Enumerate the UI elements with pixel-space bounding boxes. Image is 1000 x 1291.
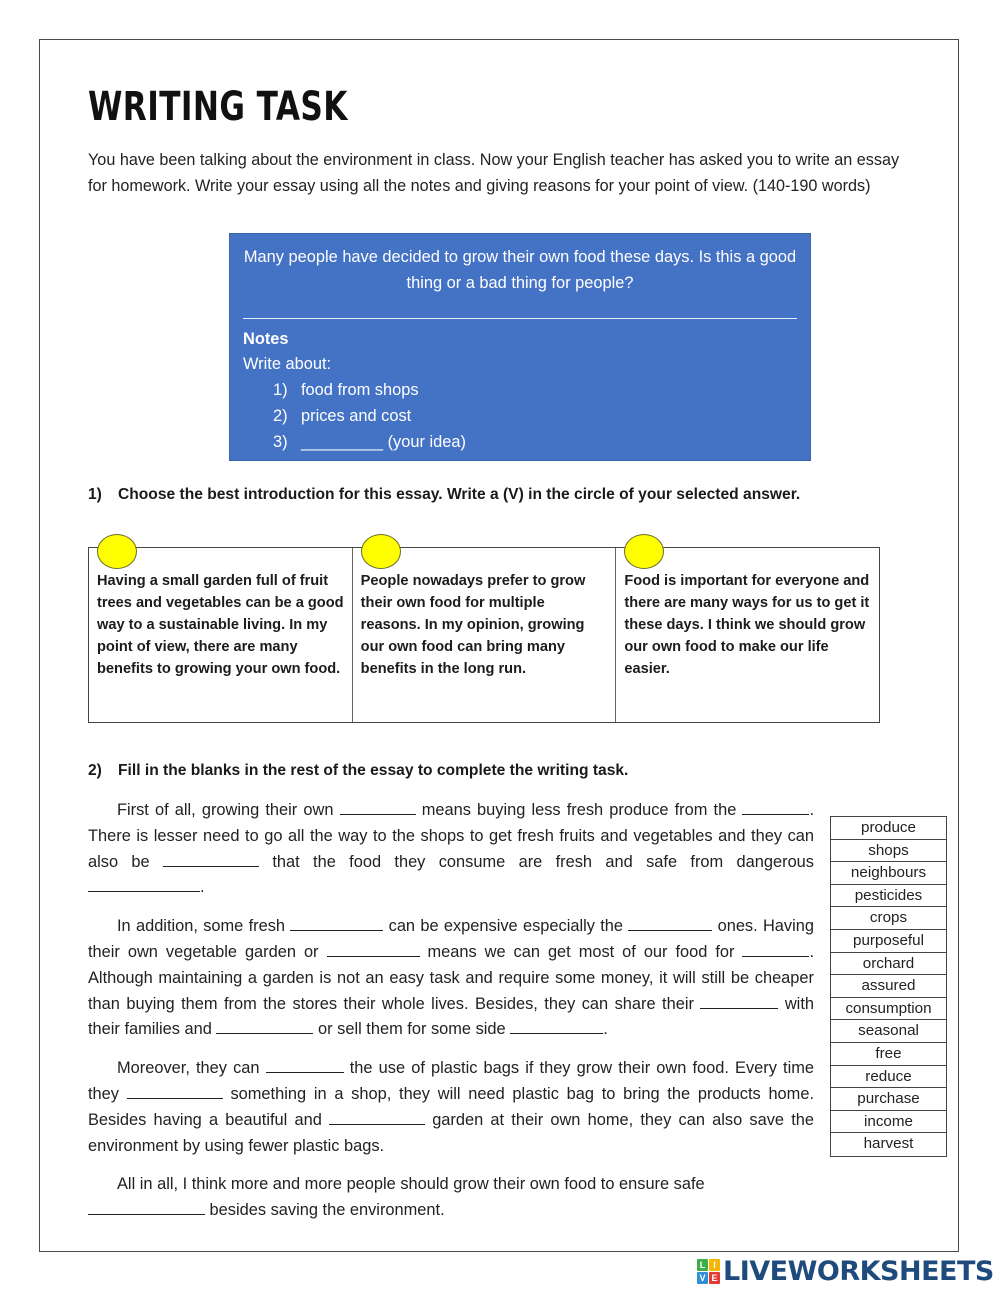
text-segment: Moreover, they can (117, 1059, 266, 1078)
divider (243, 318, 797, 319)
logo-wordmark: LIVEWORKSHEETS (723, 1255, 994, 1287)
text-segment: means buying less fresh produce from the (415, 801, 743, 819)
blank-14[interactable] (329, 1109, 425, 1125)
text-segment: . There is lesser need to go all the way to the shops to get fresh fruits and vegetables and they can also be (88, 801, 814, 871)
answer-circle-3[interactable] (624, 534, 664, 569)
text-segment: All in all, I think more and more people should grow their own food to ensure safe (117, 1175, 705, 1194)
text-segment: garden at their own home, they can also save the environment by using fewer plastic bags. (88, 1110, 814, 1155)
word-bank-item[interactable]: reduce (831, 1066, 946, 1089)
note-item (273, 377, 797, 403)
blank-15[interactable] (88, 1199, 205, 1215)
word-bank-item[interactable]: harvest (863, 1135, 914, 1153)
blank-11[interactable] (510, 1018, 603, 1034)
essay-prompt-box (229, 233, 811, 461)
notes-subtitle: Write about: (243, 355, 332, 373)
word-bank-item[interactable]: crops (831, 907, 946, 930)
blank-1[interactable] (340, 799, 416, 815)
note-text: _________ (your idea) (301, 433, 466, 451)
question-2-heading (88, 762, 628, 780)
word-bank-item[interactable]: neighbours (831, 862, 946, 885)
blank-4[interactable] (88, 876, 200, 892)
blank-10[interactable] (216, 1018, 313, 1034)
option-text: People nowadays prefer to grow their own food for multiple reasons. In my opinion, growing our own food can bring many benefits in the long run. (360, 573, 586, 677)
logo-block-e: E (709, 1272, 720, 1284)
liveworksheets-logo (697, 1256, 994, 1286)
option-text: Having a small garden full of fruit trees and vegetables can be a good way to a sustainable living. In my point of view, there are many benefits to growing your own food. (97, 573, 344, 677)
logo-block-v: V (697, 1272, 708, 1284)
question-text: Fill in the blanks in the rest of the essay to complete the writing task. (118, 762, 629, 779)
word-bank-item[interactable]: consumption (831, 998, 946, 1021)
text-segment: besides saving the environment. (205, 1201, 445, 1220)
text-segment: something in a shop, they will need plastic bag to bring the products home. Besides having a beautiful and (88, 1084, 814, 1129)
word-bank-item[interactable]: income (831, 1111, 946, 1134)
word-bank-item[interactable]: free (831, 1043, 946, 1066)
essay-paragraph-4 (88, 1172, 814, 1224)
text-segment: First of all, growing their own (117, 801, 340, 819)
text-segment: the use of plastic bags if they grow their own food. Every time they (88, 1059, 814, 1103)
intro-option-2 (353, 548, 617, 722)
answer-circle-2[interactable] (361, 534, 401, 569)
note-number: 1) (273, 381, 288, 399)
word-bank-item[interactable]: produce (831, 817, 946, 840)
notes-list (273, 377, 797, 455)
word-bank-item[interactable]: shops (831, 840, 946, 863)
note-item (273, 403, 797, 429)
blank-7[interactable] (327, 941, 420, 957)
logo-block-i: I (709, 1259, 720, 1271)
word-bank-item[interactable]: assured (831, 975, 946, 998)
word-bank-item[interactable]: purchase (831, 1088, 946, 1111)
text-segment: that the food they consume are fresh and safe from dangerous (259, 852, 814, 871)
note-text: prices and cost (301, 407, 412, 425)
blank-3[interactable] (163, 851, 259, 867)
text-segment: or sell them for some side (313, 1020, 511, 1039)
text-segment: . Although maintaining a garden is not an easy task and require some money, it will still be cheaper than buying them from the stores their whole lives. Besides, they can share their (88, 942, 815, 1013)
blank-13[interactable] (127, 1083, 223, 1099)
logo-icon (697, 1259, 720, 1284)
text-segment: with their families and (88, 994, 814, 1039)
blank-5[interactable] (290, 915, 383, 931)
text-segment: . (603, 1020, 608, 1039)
blank-12[interactable] (266, 1057, 344, 1073)
word-bank (830, 816, 947, 1157)
question-number: 2) (88, 762, 102, 779)
text-segment: . (200, 878, 205, 897)
intro-option-3 (616, 548, 879, 722)
question-number: 1) (88, 486, 102, 503)
blank-2[interactable] (742, 799, 809, 815)
question-text: Choose the best introduction for this essay. Write a (V) in the circle of your selected answer. (118, 486, 801, 503)
essay-body (88, 798, 814, 1237)
introduction-options (88, 547, 880, 723)
note-number: 2) (273, 407, 288, 425)
logo-block-l: L (697, 1259, 708, 1271)
text-segment: In addition, some fresh (117, 917, 291, 936)
text-segment: can be expensive especially the (383, 917, 629, 936)
essay-paragraph-3 (88, 1056, 814, 1159)
intro-option-1 (89, 548, 353, 722)
worksheet-title: WRITING TASK (88, 84, 348, 130)
blank-9[interactable] (700, 993, 778, 1009)
text-segment: means we can get most of our food for (419, 942, 743, 961)
word-bank-item[interactable]: purposeful (831, 930, 946, 953)
note-number: 3) (273, 433, 288, 451)
word-bank-item[interactable]: seasonal (831, 1020, 946, 1043)
option-text: Food is important for everyone and there are many ways for us to get it these days. I think we should grow our own food to make our life easier. (624, 573, 870, 677)
task-instructions: You have been talking about the environment in class. Now your English teacher has asked you to write an essay for homework. Write your essay using all the notes and giving reasons for your point of view. (140-190 words) (88, 151, 900, 195)
text-segment: ones. Having their own vegetable garden or (88, 917, 814, 961)
notes-heading: Notes (243, 330, 289, 348)
essay-paragraph-2 (88, 914, 814, 1043)
question-1-heading (88, 486, 800, 504)
note-text: food from shops (301, 381, 419, 399)
blank-8[interactable] (742, 941, 809, 957)
note-item (273, 429, 797, 455)
word-bank-item[interactable]: orchard (831, 953, 946, 976)
answer-circle-1[interactable] (97, 534, 137, 569)
blank-6[interactable] (628, 915, 712, 931)
essay-question: Many people have decided to grow their own food these days. Is this a good thing or a bad thing for people? (243, 248, 797, 292)
word-bank-item[interactable]: pesticides (831, 885, 946, 908)
essay-paragraph-1 (88, 798, 814, 901)
